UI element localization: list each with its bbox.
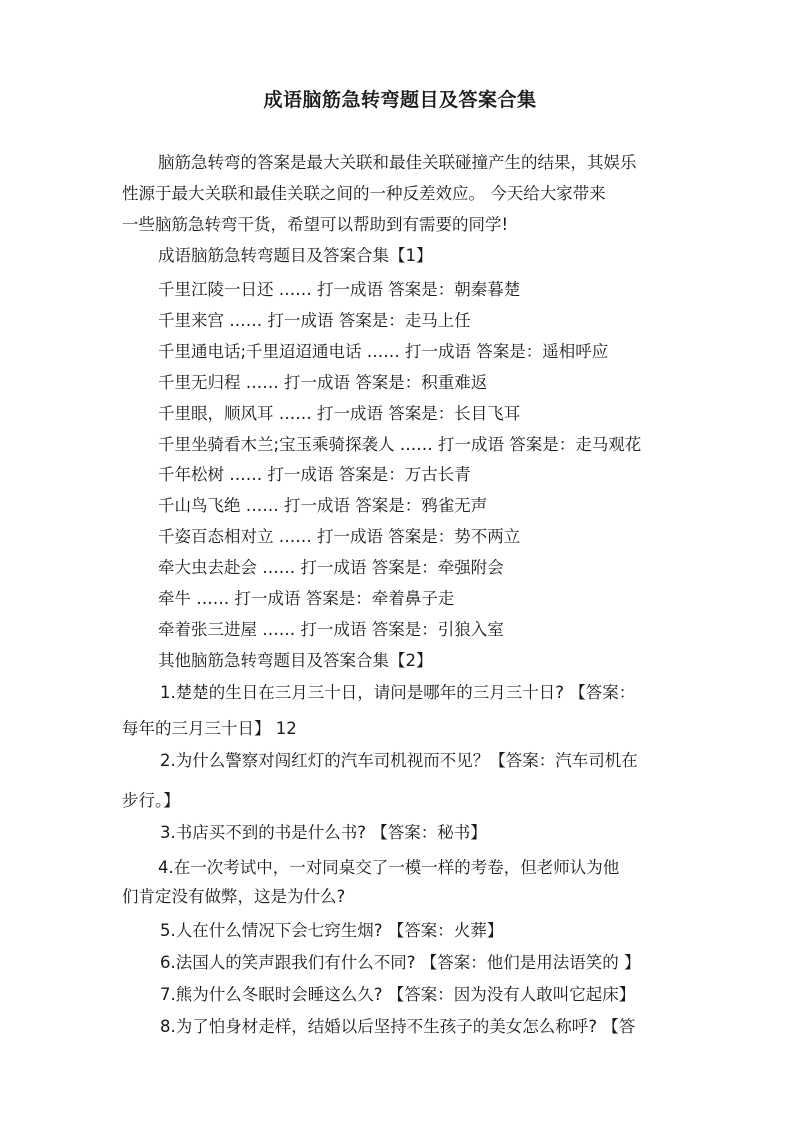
question-line: 们肯定没有做弊，这是为什么? (122, 887, 346, 906)
riddle-line: 牵着张三进屋 …… 打一成语 答案是：引狼入室 (158, 620, 504, 639)
riddle-line: 牵牛 …… 打一成语 答案是：牵着鼻子走 (158, 589, 455, 608)
question-line: 5.人在什么情况下会七窍生烟? 【答案：火葬】 (160, 921, 504, 940)
riddle-line: 牵大虫去赴会 …… 打一成语 答案是：牵强附会 (158, 558, 504, 577)
riddle-line: 千里通电话;千里迢迢通电话 …… 打一成语 答案是：遥相呼应 (158, 342, 609, 361)
riddle-line: 千山鸟飞绝 …… 打一成语 答案是：鸦雀无声 (158, 496, 488, 515)
question-line: 2.为什么警察对闯红灯的汽车司机视而不见？【答案：汽车司机在 (160, 751, 638, 770)
question-line: 7.熊为什么冬眠时会睡这么久? 【答案：因为没有人敢叫它起床】 (160, 985, 636, 1004)
intro-line-2: 性源于最大关联和最佳关联之间的一种反差效应。 今天给大家带来 (122, 184, 606, 203)
riddle-line: 千里来宫 …… 打一成语 答案是：走马上任 (158, 311, 471, 330)
question-line: 8.为了怕身材走样，结婚以后坚持不生孩子的美女怎么称呼? 【答 (160, 1017, 636, 1036)
riddle-line: 千年松树 …… 打一成语 答案是：万古长青 (158, 465, 471, 484)
riddle-line: 千里坐骑看木兰;宝玉乘骑探袭人 …… 打一成语 答案是：走马观花 (158, 435, 642, 454)
intro-line-1: 脑筋急转弯的答案是最大关联和最佳关联碰撞产生的结果，其娱乐 (158, 153, 637, 172)
section-1-heading: 成语脑筋急转弯题目及答案合集【1】 (158, 246, 433, 265)
question-line: 步行。】 (122, 791, 180, 810)
document-title: 成语脑筋急转弯题目及答案合集 (263, 89, 537, 111)
question-line: 1.楚楚的生日在三月三十日，请问是哪年的三月三十日? 【答案： (160, 683, 636, 702)
question-line: 4.在一次考试中，一对同桌交了一模一样的考卷，但老师认为他 (158, 858, 620, 877)
intro-line-3: 一些脑筋急转弯干货，希望可以帮助到有需要的同学! (122, 215, 509, 234)
question-line: 每年的三月三十日】 12 (122, 719, 297, 738)
riddle-line: 千里江陵一日还 …… 打一成语 答案是：朝秦暮楚 (158, 280, 521, 299)
riddle-line: 千姿百态相对立 …… 打一成语 答案是：势不两立 (158, 527, 521, 546)
question-line: 6.法国人的笑声跟我们有什么不同? 【答案：他们是用法语笑的 】 (160, 953, 641, 972)
question-line: 3.书店买不到的书是什么书? 【答案：秘书】 (160, 823, 487, 842)
riddle-line: 千里无归程 …… 打一成语 答案是：积重难返 (158, 373, 488, 392)
section-2-heading: 其他脑筋急转弯题目及答案合集【2】 (158, 651, 433, 670)
riddle-line: 千里眼，顺风耳 …… 打一成语 答案是：长目飞耳 (158, 404, 521, 423)
